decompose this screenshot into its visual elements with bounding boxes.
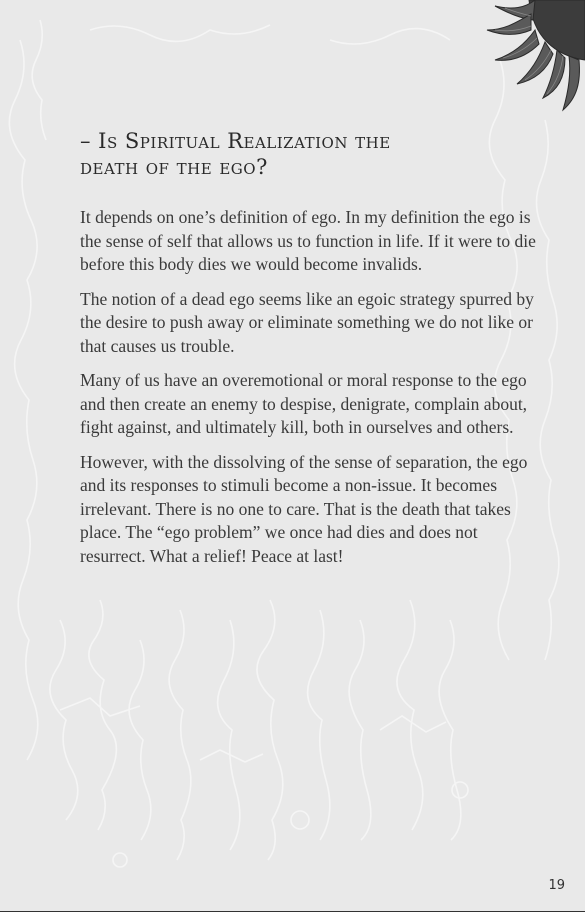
body-text — [80, 206, 540, 579]
page-heading — [80, 128, 520, 180]
sun-ornament-icon — [465, 0, 585, 115]
page-number: 19 — [548, 878, 565, 893]
paragraph-3: Many of us have an overemotional or moral response to the ego and then create an enemy to despise, denigrate, complain about, fight against, and ultimately kill, both in ourselves and others. — [80, 370, 528, 437]
paragraph-4: However, with the dissolving of the sense of separation, the ego and its responses to stimuli become a non-issue. It becomes irrelevant. There is no one to care. That is the death that takes place. The “ego problem” we once had dies and does not resurrect. What a relief! Peace at last! — [80, 451, 528, 566]
heading-line-2: death of the ego? — [80, 155, 268, 179]
heading-line-1: – Is Spiritual Realization the — [80, 129, 391, 153]
paragraph-1: It depends on one’s definition of ego. In my definition the ego is the sense of self that allows us to function in life. If it were to die before this body dies we would become invalids. — [80, 207, 536, 274]
paragraph-2: The notion of a dead ego seems like an egoic strategy spurred by the desire to push away or eliminate something we do not like or that causes us trouble. — [80, 288, 534, 356]
